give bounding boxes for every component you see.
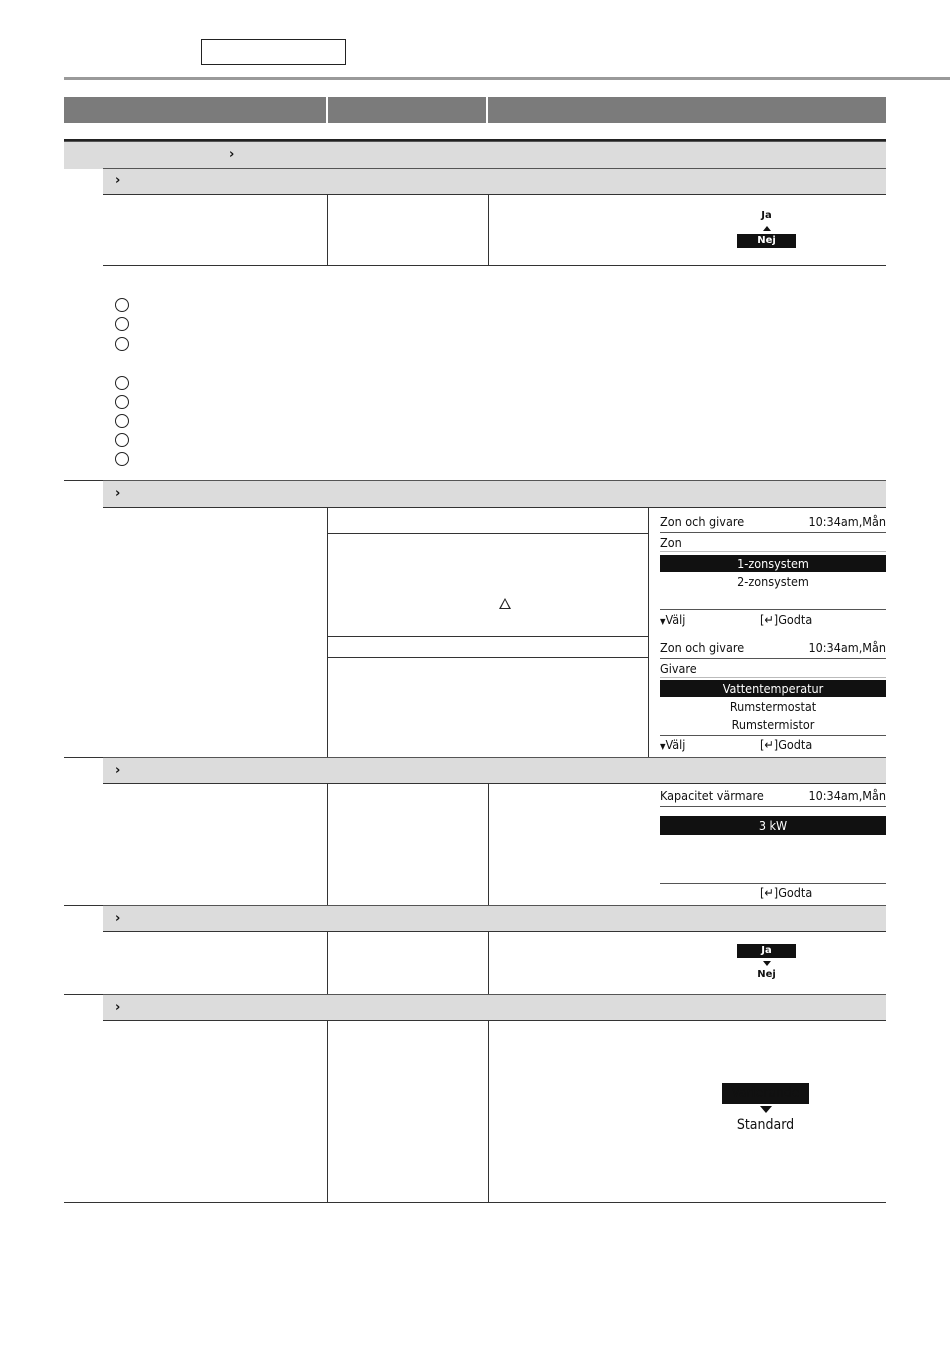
chevron-right-icon: › bbox=[115, 486, 121, 501]
option-vattentemperatur[interactable]: Vattentemperatur bbox=[660, 680, 886, 697]
section-band-main bbox=[64, 141, 886, 169]
footer-accept: [↵]Godta bbox=[760, 885, 813, 900]
number-circle-1 bbox=[115, 298, 129, 312]
chevron-right-icon: › bbox=[229, 147, 235, 162]
chevron-right-icon: › bbox=[115, 1000, 121, 1015]
option-2-zonsystem[interactable]: 2-zonsystem bbox=[737, 574, 809, 589]
table-bottom-rule bbox=[64, 1202, 886, 1203]
subsection-band-2 bbox=[103, 480, 886, 507]
option-1-zonsystem[interactable]: 1-zonsystem bbox=[660, 555, 886, 572]
number-circle-2 bbox=[115, 317, 129, 331]
footer-select: ▼Välj bbox=[660, 612, 686, 627]
lcd-screen-sensor: Zon och givare 10:34am,Mån Givare Vattentemperatur Rumstermostat Rumstermistor ▼Välj [↵]Godta bbox=[660, 640, 886, 752]
footer-accept: [↵]Godta bbox=[760, 737, 813, 752]
arrow-down-icon: ▼ bbox=[660, 742, 666, 751]
footer-select: ▼Välj bbox=[660, 737, 686, 752]
option-varierande-selected[interactable]: Varierande bbox=[722, 1083, 809, 1104]
lcd-screen-zone: Zon och givare 10:34am,Mån Zon 1-zonsystem 2-zonsystem ▼Välj [↵]Godta bbox=[660, 514, 886, 627]
subsection-band-5 bbox=[103, 994, 886, 1021]
number-circle-6 bbox=[115, 414, 129, 428]
number-circle-8 bbox=[115, 452, 129, 466]
number-circle-7 bbox=[115, 433, 129, 447]
subsection-band-1 bbox=[103, 168, 886, 194]
column-header-3 bbox=[488, 97, 886, 123]
capacity-value[interactable]: 3 kW bbox=[660, 816, 886, 835]
arrow-up-icon bbox=[763, 226, 771, 231]
chevron-right-icon: › bbox=[115, 763, 121, 778]
column-header-2 bbox=[328, 97, 486, 123]
option-ja: Ja bbox=[761, 210, 772, 221]
arrow-down-icon: ▼ bbox=[660, 617, 666, 626]
chevron-right-icon: › bbox=[115, 911, 121, 926]
option-rumstermostat[interactable]: Rumstermostat bbox=[729, 699, 817, 714]
number-circle-5 bbox=[115, 395, 129, 409]
option-rumstermistor[interactable]: Rumstermistor bbox=[731, 717, 815, 732]
column-header-1 bbox=[64, 97, 326, 123]
top-rule bbox=[64, 77, 950, 80]
number-circle-3 bbox=[115, 337, 129, 351]
subsection-band-3 bbox=[103, 757, 886, 784]
arrow-down-icon bbox=[760, 1106, 772, 1113]
lcd-screen-heater-capacity: Kapacitet värmare 10:34am,Mån 3 kW [↵]Godta bbox=[660, 788, 886, 900]
arrow-down-icon bbox=[763, 961, 771, 966]
footer-accept: [↵]Godta bbox=[760, 612, 813, 627]
header-label-box bbox=[201, 39, 346, 65]
option-nej-selected[interactable]: Nej bbox=[737, 234, 796, 248]
chevron-right-icon: › bbox=[115, 173, 121, 188]
option-ja-selected[interactable]: Ja bbox=[737, 944, 796, 958]
subsection-band-4 bbox=[103, 905, 886, 932]
number-circle-4 bbox=[115, 376, 129, 390]
option-standard: Standard bbox=[736, 1117, 795, 1133]
option-nej: Nej bbox=[757, 969, 776, 980]
